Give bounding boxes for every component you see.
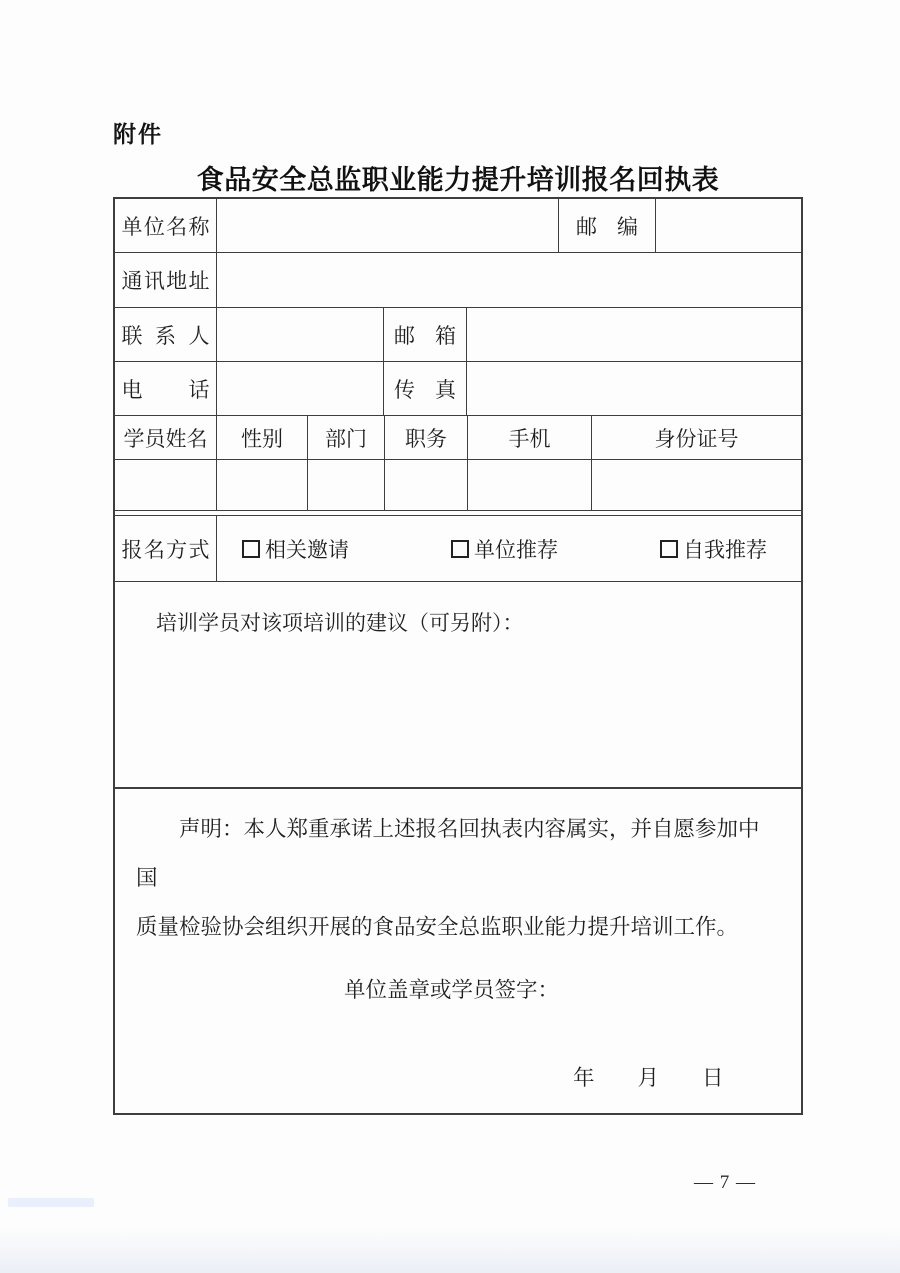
row-contact <box>115 308 801 362</box>
id-number-field <box>592 460 801 510</box>
option-label: 相关邀请 <box>265 537 349 562</box>
postcode-field <box>656 199 801 252</box>
address-field <box>217 253 801 307</box>
contact-label: 联系人 <box>115 308 217 361</box>
scan-artifact <box>8 1198 94 1207</box>
signup-options-cell <box>217 516 801 581</box>
phone-label: 电话 <box>115 362 217 415</box>
contact-field <box>217 308 384 361</box>
student-name-field <box>115 460 217 510</box>
checkbox-icon <box>242 540 260 558</box>
row-phone <box>115 362 801 416</box>
email-field <box>467 308 801 361</box>
unit-name-field <box>217 199 559 252</box>
checkbox-icon <box>451 540 469 558</box>
row-suggestions <box>115 582 801 789</box>
phone-field <box>217 362 384 415</box>
department-header: 部门 <box>308 416 385 459</box>
row-student-headers <box>115 416 801 460</box>
student-name-header: 学员姓名 <box>115 416 217 459</box>
form-title: 食品安全总监职业能力提升培训报名回执表 <box>196 165 720 195</box>
gender-header: 性别 <box>217 416 308 459</box>
option-label: 自我推荐 <box>683 537 767 562</box>
signature-label: 单位盖章或学员签字： <box>344 978 560 1002</box>
unit-name-label: 单位名称 <box>115 199 217 252</box>
attachment-label: 附件 <box>113 122 163 147</box>
option-self-recommendation <box>660 534 767 564</box>
row-student-entry <box>115 460 801 511</box>
department-field <box>308 460 385 510</box>
registration-form-table <box>113 197 803 1115</box>
declaration-paragraph <box>115 789 801 952</box>
row-unit-name <box>115 199 801 253</box>
suggestion-label: 培训学员对该项培训的建议（可另附）： <box>156 611 524 635</box>
date-label: 年 月 日 <box>573 1066 724 1090</box>
row-address <box>115 253 801 308</box>
declaration-line: 质量检验协会组织开展的食品安全总监职业能力提升培训工作。 <box>136 915 739 939</box>
declaration-line: 声明：本人郑重承诺上述报名回执表内容属实，并自愿参加中国 <box>136 817 760 890</box>
scan-edge-tint <box>0 1227 900 1273</box>
position-field <box>385 460 468 510</box>
option-related-invitation <box>242 534 349 564</box>
mobile-field <box>468 460 592 510</box>
fax-field <box>467 362 801 415</box>
row-signup-method <box>115 516 801 582</box>
page-number: — 7 — <box>694 1172 756 1193</box>
mobile-header: 手机 <box>468 416 592 459</box>
signup-method-label: 报名方式 <box>115 516 217 581</box>
option-unit-recommendation <box>451 534 558 564</box>
option-label: 单位推荐 <box>474 537 558 562</box>
row-declaration <box>115 789 801 1113</box>
email-label: 邮箱 <box>384 308 467 361</box>
gender-field <box>217 460 308 510</box>
fax-label: 传真 <box>384 362 467 415</box>
id-number-header: 身份证号 <box>654 426 739 451</box>
postcode-label: 邮编 <box>559 199 656 252</box>
address-label: 通讯地址 <box>115 253 217 307</box>
checkbox-icon <box>660 540 678 558</box>
position-header: 职务 <box>385 416 468 459</box>
